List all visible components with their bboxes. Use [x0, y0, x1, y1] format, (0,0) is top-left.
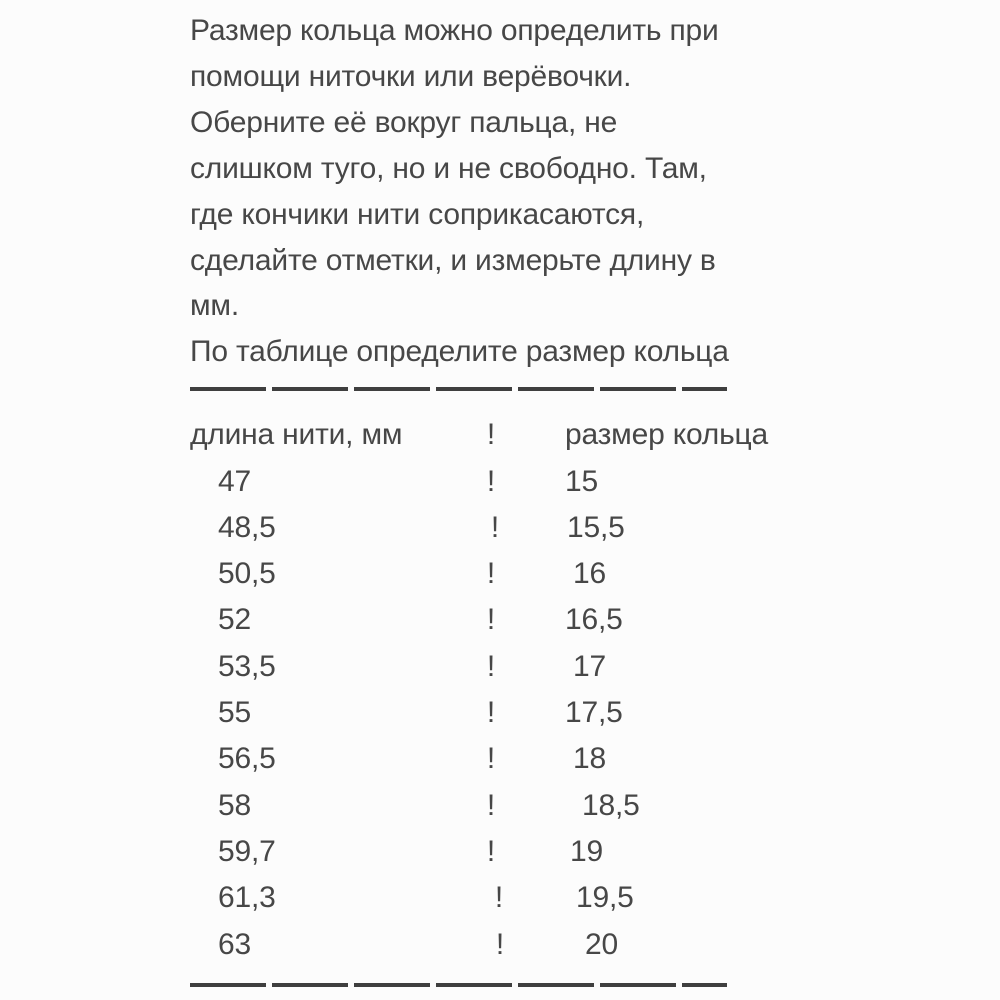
table-row — [190, 551, 1000, 597]
thread-length-value: 48,5 — [218, 510, 276, 544]
thread-length-value: 63 — [218, 927, 251, 961]
divider-bottom — [190, 983, 727, 987]
ring-size-table — [190, 412, 1000, 968]
ring-size-value: 16,5 — [565, 603, 623, 637]
table-row — [190, 597, 1000, 643]
table-row — [190, 690, 1000, 736]
intro-line: сделайте отметки, и измерьте длину в — [190, 243, 716, 277]
thread-length-value: 55 — [218, 696, 251, 730]
col-header-thread-length: длина нити, мм — [190, 418, 403, 452]
intro-paragraph — [190, 8, 1000, 375]
divider-top — [190, 387, 727, 391]
ring-size-value: 16 — [573, 557, 606, 591]
column-separator-mark: ! — [486, 696, 496, 730]
intro-line: Размер кольца можно определить при — [190, 14, 719, 47]
intro-line: слишком туго, но и не свободно. Там, — [190, 151, 707, 185]
thread-length-value: 53,5 — [218, 649, 276, 683]
column-separator-mark: ! — [495, 927, 505, 961]
column-separator-mark: ! — [486, 742, 496, 776]
intro-line: помощи ниточки или верёвочки. — [190, 59, 632, 93]
thread-length-value: 50,5 — [218, 557, 276, 591]
intro-line: мм. — [190, 289, 239, 323]
intro-line: где кончики нити соприкасаются, — [190, 197, 645, 231]
ring-size-value: 15 — [565, 464, 598, 498]
thread-length-value: 52 — [218, 603, 251, 637]
column-separator-mark: ! — [494, 881, 504, 915]
table-row — [190, 783, 1000, 829]
ring-size-value: 17,5 — [565, 696, 623, 730]
thread-length-value: 47 — [218, 464, 251, 498]
col-header-separator-mark: ! — [486, 418, 496, 452]
thread-length-value: 59,7 — [218, 834, 276, 868]
col-header-ring-size: размер кольца — [565, 418, 769, 452]
ring-size-value: 15,5 — [567, 510, 625, 544]
table-row — [190, 875, 1000, 921]
column-separator-mark: ! — [490, 510, 500, 544]
column-separator-mark: ! — [486, 557, 496, 591]
table-row — [190, 644, 1000, 690]
table-header-row — [190, 412, 1000, 458]
ring-size-value: 18 — [573, 742, 606, 776]
column-separator-mark: ! — [486, 834, 496, 868]
thread-length-value: 56,5 — [218, 742, 276, 776]
ring-size-value: 17 — [573, 649, 606, 683]
intro-line: Оберните её вокруг пальца, не — [190, 105, 618, 139]
ring-size-value: 19,5 — [576, 881, 634, 915]
ring-size-value: 19 — [570, 834, 603, 868]
column-separator-mark: ! — [486, 788, 496, 822]
table-row — [190, 922, 1000, 968]
column-separator-mark: ! — [486, 603, 496, 637]
table-row — [190, 459, 1000, 505]
table-row — [190, 505, 1000, 551]
table-row — [190, 829, 1000, 875]
ring-size-value: 18,5 — [582, 788, 640, 822]
thread-length-value: 61,3 — [218, 881, 276, 915]
table-row — [190, 736, 1000, 782]
column-separator-mark: ! — [486, 649, 496, 683]
column-separator-mark: ! — [486, 464, 496, 498]
intro-line: По таблице определите размер кольца — [190, 335, 729, 369]
thread-length-value: 58 — [218, 788, 251, 822]
ring-size-value: 20 — [585, 927, 618, 961]
